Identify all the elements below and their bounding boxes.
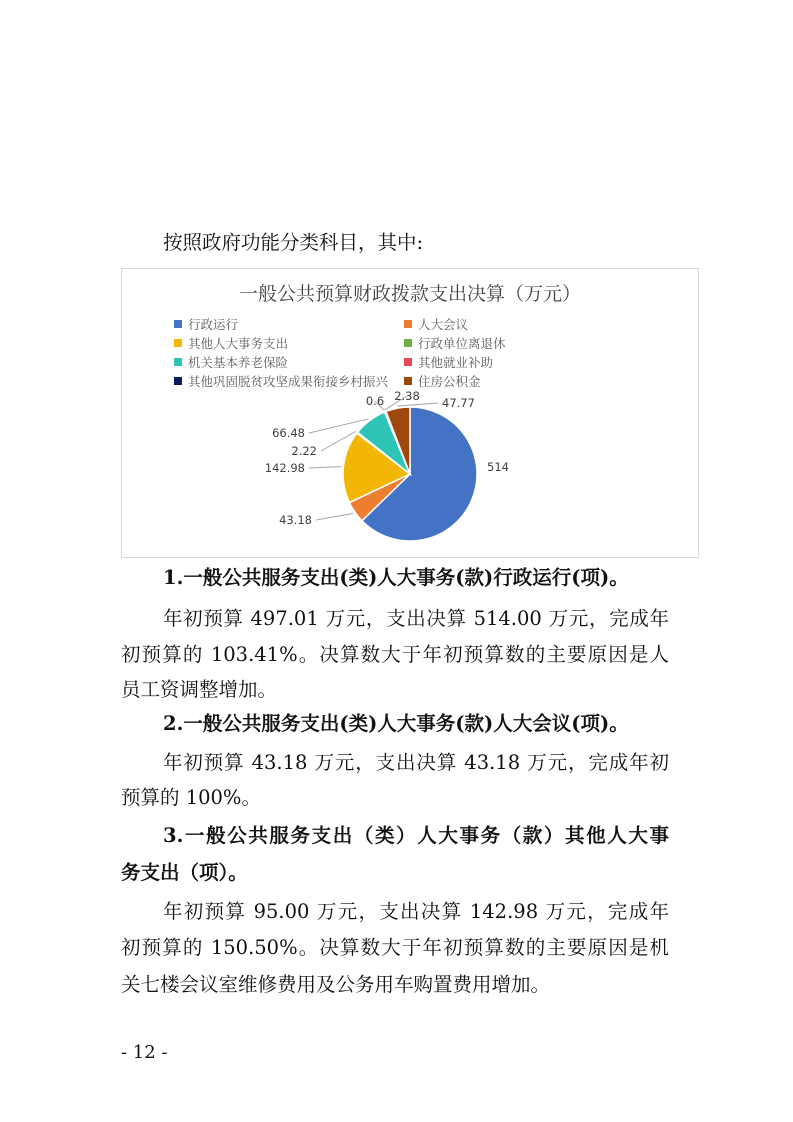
- pie-chart: [121, 268, 699, 558]
- section-1-heading: 1.一般公共服务支出(类)人大事务(款)行政运行(项)。: [163, 566, 629, 589]
- section-3-heading: 3.一般公共服务支出（类）人大事务（款）其他人大事: [163, 824, 669, 847]
- data-label: 514: [487, 460, 509, 474]
- legend-label: 其他就业补助: [418, 355, 494, 370]
- section-3-text: 年初预算 95.00 万元，支出决算 142.98 万元，完成年: [163, 900, 669, 923]
- legend-label: 住房公积金: [418, 374, 481, 389]
- leader-line: [397, 403, 438, 406]
- section-2-text: 年初预算 43.18 万元，支出决算 43.18 万元，完成年初: [163, 751, 669, 774]
- section-3-heading: 务支出（项）。: [121, 861, 248, 884]
- legend-label: 行政单位离退休: [418, 336, 506, 351]
- section-3-text: 关七楼会议室维修费用及公务用车购置费用增加。: [121, 973, 551, 996]
- section-1-text: 员工资调整增加。: [121, 678, 278, 701]
- data-label: 2.22: [291, 444, 317, 458]
- legend-label: 人大会议: [418, 317, 469, 332]
- legend-label: 其他巩固脱贫攻坚成果衔接乡村振兴: [188, 374, 389, 389]
- legend-label: 机关基本养老保险: [188, 355, 289, 370]
- pie-svg: [122, 269, 698, 557]
- data-label: 142.98: [264, 461, 305, 475]
- section-2-heading: 2.一般公共服务支出(类)人大事务(款)人大会议(项)。: [163, 712, 629, 735]
- data-label: 0.6: [365, 394, 385, 408]
- section-3-text: 初预算的 150.50%。决算数大于年初预算数的主要原因是机: [121, 936, 669, 959]
- leader-line: [316, 513, 353, 520]
- page-number: - 12 -: [121, 1042, 168, 1063]
- section-1-text: 年初预算 497.01 万元，支出决算 514.00 万元，完成年: [163, 607, 669, 630]
- legend-label: 行政运行: [188, 317, 239, 332]
- data-label: 43.18: [279, 513, 312, 527]
- legend-label: 其他人大事务支出: [188, 336, 289, 351]
- leader-line: [309, 467, 341, 468]
- section-1-text: 初预算的 103.41%。决算数大于年初预算数的主要原因是人: [121, 643, 669, 666]
- data-label: 66.48: [272, 426, 305, 440]
- data-label: 47.77: [442, 396, 475, 410]
- chart-title: 一般公共预算财政拨款支出决算（万元）: [238, 283, 581, 305]
- intro-text: 按照政府功能分类科目，其中:: [163, 231, 424, 254]
- section-2-text: 预算的 100%。: [121, 786, 261, 809]
- data-label: 2.38: [394, 389, 420, 403]
